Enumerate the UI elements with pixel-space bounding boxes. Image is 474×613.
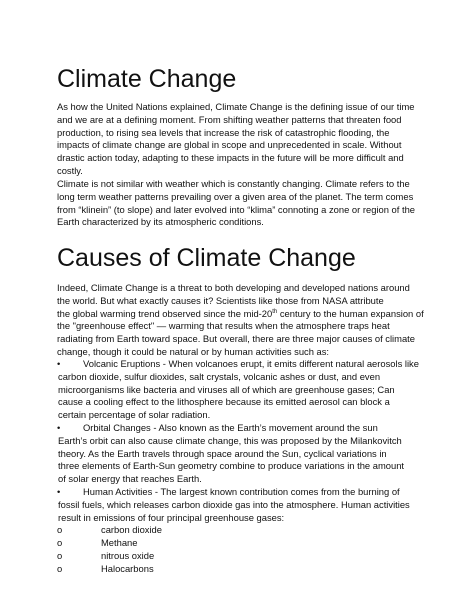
- text-line: production, to rising sea levels that increase the risk of catastrophic flooding, the: [57, 126, 390, 138]
- sub-list-item: [57, 537, 429, 550]
- gas-name: carbon dioxide: [101, 524, 162, 536]
- circle-bullet-icon: o: [57, 524, 63, 536]
- text-line: Earth characterized by its atmospheric conditions.: [57, 216, 264, 228]
- text-line: [57, 358, 429, 371]
- text-line: three elements of Earth-Sun geometry combine to produce variations in the amount: [58, 460, 405, 472]
- text-fragment: the global warming trend observed since the mid-20: [57, 307, 273, 319]
- text-line: Indeed, Climate Change is a threat to both developing and developed nations around: [57, 282, 410, 293]
- bullet-icon: •: [57, 421, 61, 433]
- text-line: drastic action today, adapting to these impacts in the future will be more difficult and: [57, 152, 404, 164]
- bullet-list-causes: [57, 358, 429, 576]
- list-item-volcanic-eruptions: [57, 358, 429, 422]
- text-line: impacts of climate change are global in scope and unprecedented in scale. Without: [57, 139, 402, 151]
- circle-bullet-icon: o: [57, 549, 63, 561]
- heading-climate-change: Climate Change: [57, 65, 237, 93]
- bullet-icon: •: [57, 485, 61, 497]
- text-line: change, though it could be natural or by human activities such as:: [57, 345, 330, 357]
- text-line: Climate is not similar with weather which is constantly changing. Climate refers to the: [57, 178, 410, 189]
- text-line: fossil fuels, which releases carbon dioxide gas into the atmosphere. Human activities: [58, 498, 410, 510]
- text-line: result in emissions of four principal greenhouse gases:: [58, 511, 285, 523]
- bullet-lead: Human Activities - The largest known contribution comes from the burning of: [83, 485, 400, 497]
- gas-name: nitrous oxide: [101, 549, 155, 561]
- text-line: from “klinein” (to slope) and later evolved into “klima” connoting a zone or region of the: [57, 203, 415, 215]
- text-line: and we are at a defining moment. From shifting weather patterns that threaten food: [57, 113, 402, 125]
- text-line: cause a cooling effect to the lithosphere because its emitted aerosol can block a: [58, 396, 390, 408]
- heading-causes: Causes of Climate Change: [57, 244, 356, 272]
- text-line: the world. But what exactly causes it? Scientists like those from NASA attribute: [57, 294, 384, 306]
- text-line: long term weather patterns prevailing over a given area of the planet. The term comes: [57, 190, 414, 202]
- text-line: [57, 486, 429, 499]
- superscript: th: [272, 308, 278, 315]
- text-line: As how the United Nations explained, Climate Change is the defining issue of our time: [57, 101, 415, 112]
- list-item-human-activities: [57, 486, 429, 524]
- paragraph-causes-intro: [57, 282, 429, 359]
- list-item-orbital-changes: [57, 422, 429, 486]
- gas-name: Halocarbons: [101, 562, 154, 574]
- text-line: Earth’s orbit can also cause climate change, this was proposed by the Milankovitch: [58, 434, 402, 446]
- text-line: costly.: [57, 164, 83, 176]
- sub-list-item: [57, 550, 429, 563]
- gas-name: Methane: [101, 537, 138, 549]
- text-line: theory. As the Earth travels through space around the Sun, cyclical variations in: [58, 447, 387, 459]
- bullet-lead: Volcanic Eruptions - When volcanoes erupt, it emits different natural aerosols like: [83, 358, 419, 369]
- text-line: of solar energy that reaches Earth.: [58, 473, 202, 485]
- bullet-icon: •: [57, 358, 61, 369]
- circle-bullet-icon: o: [57, 562, 63, 574]
- sub-list-item: [57, 524, 429, 537]
- text-line: microorganisms like bacteria and viruses all of which are greenhouse gases; Can: [58, 383, 395, 395]
- paragraph-intro: [57, 101, 429, 178]
- circle-bullet-icon: o: [57, 537, 63, 549]
- sub-list-item: [57, 563, 429, 576]
- bullet-lead: Orbital Changes - Also known as the Earth’s movement around the sun: [83, 421, 378, 433]
- text-line: carbon dioxide, sulfur dioxides, salt crystals, volcanic ashes or dust, and even: [58, 370, 381, 382]
- text-fragment: century to the human expansion of: [277, 307, 424, 319]
- text-line: radiating from Earth toward space. But overall, there are three major causes of climate: [57, 333, 415, 345]
- text-line: [57, 308, 429, 321]
- text-line: certain percentage of solar radiation.: [58, 409, 211, 421]
- paragraph-climate-definition: [57, 178, 429, 229]
- text-line: [57, 422, 429, 435]
- text-line: the "greenhouse effect" — warming that results when the atmosphere traps heat: [57, 320, 390, 332]
- sublist-greenhouse-gases: [57, 524, 429, 575]
